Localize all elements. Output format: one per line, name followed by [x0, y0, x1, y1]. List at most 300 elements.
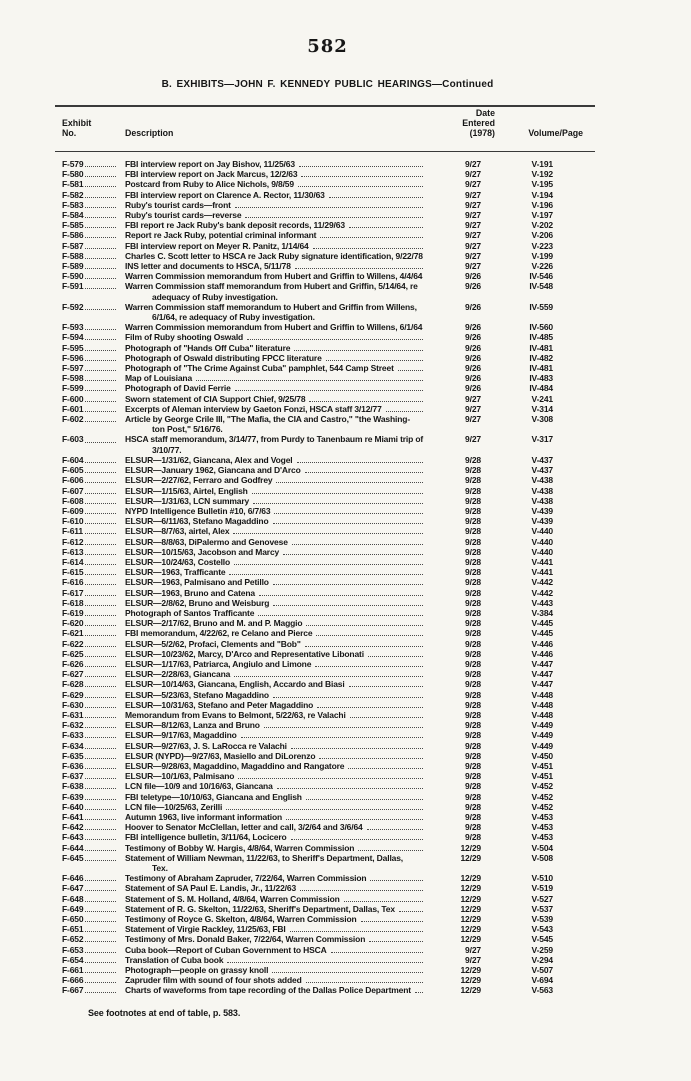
table-row: [62, 373, 593, 383]
table-rows: [62, 159, 593, 996]
date-entered-cell: 9/28: [465, 791, 481, 802]
exhibit-no: F-598: [62, 373, 84, 384]
table-row: [62, 230, 593, 240]
volume-page-cell: IV-483: [529, 373, 553, 384]
description-line: [125, 383, 425, 393]
description-cell: [125, 608, 425, 618]
description-text: ELSUR—5/23/63, Stefano Magaddino: [125, 689, 269, 700]
description-cell: [125, 363, 425, 373]
exhibit-no: F-580: [62, 169, 84, 180]
exhibit-no-cell: [62, 934, 125, 944]
exhibit-no-cell: [62, 496, 125, 506]
volume-page-cell: V-199: [531, 250, 553, 261]
description-cell: [125, 394, 425, 404]
table-row: [62, 781, 593, 791]
table-row: [62, 251, 593, 261]
description-text: Warren Commission memorandum from Hubert and Griffin to Willens, 4/4/64: [125, 271, 423, 282]
exhibit-leader-dots: [85, 992, 116, 993]
volume-page-cell: V-259: [531, 944, 553, 955]
exhibit-no-cell: [62, 455, 125, 465]
exhibit-leader-dots: [85, 921, 116, 922]
exhibit-no-cell: [62, 465, 125, 475]
description-cell: [125, 588, 425, 598]
description-text: ELSUR—2/17/62, Bruno and M. and P. Maggio: [125, 618, 303, 629]
table-row: [62, 383, 593, 393]
leader-dots: [319, 758, 423, 759]
description-cell: [125, 506, 425, 516]
description-cell: [125, 343, 425, 353]
description-text: ELSUR (NYPD)—9/27/63, Masiello and DiLorenzo: [125, 750, 316, 761]
description-line: [125, 537, 425, 547]
exhibit-leader-dots: [85, 503, 116, 504]
exhibit-no-cell: [62, 210, 125, 220]
table-row: [62, 730, 593, 740]
exhibit-no: F-628: [62, 679, 84, 690]
exhibit-no: F-643: [62, 832, 84, 843]
description-line: [125, 945, 425, 955]
volume-page-cell: IV-481: [529, 342, 553, 353]
leader-dots: [320, 237, 423, 238]
exhibit-no: F-599: [62, 383, 84, 394]
volume-page-cell: V-448: [531, 709, 553, 720]
description-cell: [125, 985, 425, 995]
date-entered-cell: 9/26: [465, 352, 481, 363]
table-row: [62, 639, 593, 649]
description-cell: [125, 169, 425, 179]
volume-page-cell: IV-546: [529, 271, 553, 282]
table-row: [62, 985, 593, 995]
leader-dots: [229, 574, 423, 575]
table-row: [62, 761, 593, 771]
description-line: [125, 455, 425, 465]
table-title: B. EXHIBITS—JOHN F. KENNEDY PUBLIC HEARINGS—Continued: [161, 79, 494, 90]
exhibit-no: F-644: [62, 842, 84, 853]
description-line: [125, 475, 425, 485]
exhibit-no-cell: [62, 771, 125, 781]
leader-dots: [273, 697, 423, 698]
date-entered-cell: 9/27: [465, 250, 481, 261]
exhibit-no: F-652: [62, 934, 84, 945]
description-text: ELSUR—1/15/63, Airtel, English: [125, 485, 248, 496]
description-text: ELSUR—1/17/63, Patriarca, Angiulo and Limone: [125, 658, 312, 669]
table-row: [62, 343, 593, 353]
leader-dots: [349, 227, 423, 228]
exhibit-leader-dots: [85, 860, 116, 861]
table-row: [62, 588, 593, 598]
leader-dots: [415, 992, 423, 993]
table-row: [62, 955, 593, 965]
description-line: [125, 210, 425, 220]
description-text: HSCA staff memorandum, 3/14/77, from Purdy to Tanenbaum re Miami trip of: [125, 434, 424, 445]
table-row: [62, 434, 593, 454]
volume-page-cell: V-196: [531, 199, 553, 210]
description-cell: [125, 945, 425, 955]
volume-page-cell: V-438: [531, 475, 553, 486]
leader-dots: [290, 931, 423, 932]
exhibit-no: F-618: [62, 597, 84, 608]
date-entered-cell: 12/29: [460, 934, 481, 945]
exhibit-no: F-601: [62, 403, 84, 414]
exhibit-no-cell: [62, 190, 125, 200]
date-entered-cell: 9/26: [465, 342, 481, 353]
exhibit-no-cell: [62, 230, 125, 240]
volume-page-cell: V-194: [531, 189, 553, 200]
date-entered-cell: 9/28: [465, 567, 481, 578]
date-entered-cell: 9/27: [465, 210, 481, 221]
exhibit-no-cell: [62, 261, 125, 271]
description-line: [125, 843, 425, 853]
description-cell: [125, 812, 425, 822]
description-line: [125, 159, 425, 169]
exhibit-no-cell: [62, 751, 125, 761]
description-cell: [125, 577, 425, 587]
description-line: [125, 302, 425, 312]
description-cell: [125, 383, 425, 393]
exhibit-no: F-639: [62, 791, 84, 802]
leader-dots: [386, 411, 423, 412]
exhibit-leader-dots: [85, 288, 116, 289]
description-cell: [125, 159, 425, 169]
exhibit-leader-dots: [85, 625, 116, 626]
description-cell: [125, 465, 425, 475]
exhibit-no-cell: [62, 802, 125, 812]
description-cell: [125, 741, 425, 751]
description-cell: [125, 537, 425, 547]
description-line: [125, 934, 425, 944]
description-text: Film of Ruby shooting Oswald: [125, 332, 244, 343]
volume-page-cell: IV-481: [529, 363, 553, 374]
volume-page-cell: V-446: [531, 648, 553, 659]
description-line: [125, 169, 425, 179]
exhibit-no: F-603: [62, 434, 84, 445]
description-text: Testimony of Mrs. Donald Baker, 7/22/64, Warren Commission: [125, 934, 366, 945]
exhibit-leader-dots: [85, 421, 116, 422]
exhibit-leader-dots: [85, 523, 116, 524]
column-headers: [62, 108, 593, 138]
leader-dots: [294, 350, 423, 351]
exhibit-no: F-625: [62, 648, 84, 659]
volume-page-cell: V-449: [531, 720, 553, 731]
description-cell: [125, 679, 425, 689]
column-header-exhibit-line2: No.: [62, 128, 77, 138]
description-text: Ruby's tourist cards—front: [125, 199, 231, 210]
description-line: [125, 414, 425, 424]
table-row: [62, 659, 593, 669]
description-text: Photograph of "Hands Off Cuba" literature: [125, 342, 291, 353]
leader-dots: [235, 390, 423, 391]
table-row: [62, 965, 593, 975]
date-entered-cell: 9/28: [465, 669, 481, 680]
leader-dots: [369, 941, 423, 942]
table-row: [62, 200, 593, 210]
date-entered-cell: 12/29: [460, 985, 481, 996]
exhibit-no: F-583: [62, 199, 84, 210]
description-cell: [125, 404, 425, 414]
table-row: [62, 567, 593, 577]
exhibit-no: F-611: [62, 526, 83, 537]
exhibit-no-cell: [62, 383, 125, 393]
exhibit-no-cell: [62, 669, 125, 679]
description-text: ELSUR—9/27/63, J. S. LaRocca re Valachi: [125, 740, 287, 751]
exhibit-leader-dots: [85, 952, 116, 953]
table-row: [62, 975, 593, 985]
description-cell: [125, 373, 425, 383]
description-text: FBI memorandum, 4/22/62, re Celano and Pierce: [125, 628, 313, 639]
volume-page-cell: V-507: [531, 965, 553, 976]
description-text: Memorandum from Evans to Belmont, 5/22/63, re Valachi: [125, 709, 346, 720]
description-line: [125, 598, 425, 608]
exhibit-no: F-586: [62, 230, 84, 241]
date-entered-cell: 9/28: [465, 679, 481, 690]
date-entered-cell: 9/27: [465, 403, 481, 414]
description-line: [125, 710, 425, 720]
description-line: [125, 822, 425, 832]
exhibit-no: F-594: [62, 332, 84, 343]
date-entered-cell: 9/28: [465, 556, 481, 567]
leader-dots: [238, 778, 423, 779]
exhibit-no-cell: [62, 526, 125, 536]
volume-page-cell: V-452: [531, 791, 553, 802]
volume-page-cell: V-448: [531, 699, 553, 710]
description-line: [125, 251, 425, 261]
description-text: ELSUR—8/8/63, DiPalermo and Genovese: [125, 536, 288, 547]
exhibit-no-cell: [62, 353, 125, 363]
table-row: [62, 271, 593, 281]
date-entered-cell: 9/28: [465, 648, 481, 659]
description-cell: [125, 639, 425, 649]
description-line: [125, 363, 425, 373]
date-entered-cell: 9/28: [465, 771, 481, 782]
description-line: [125, 914, 425, 924]
description-text: ELSUR—1963, Trafficante: [125, 567, 226, 578]
leader-dots: [297, 462, 423, 463]
date-entered-cell: 9/28: [465, 577, 481, 588]
exhibit-no-cell: [62, 516, 125, 526]
leader-dots: [316, 635, 423, 636]
description-cell: [125, 822, 425, 832]
description-text: FBI report re Jack Ruby's bank deposit records, 11/29/63: [125, 220, 345, 231]
volume-page-cell: V-438: [531, 485, 553, 496]
leader-dots: [226, 809, 423, 810]
description-text: Statement of SA Paul E. Landis, Jr., 11/22/63: [125, 883, 297, 894]
column-header-date-line2: Entered: [462, 118, 495, 128]
description-text: ELSUR—9/17/63, Magaddino: [125, 730, 237, 741]
leader-dots: [247, 339, 423, 340]
description-text: ELSUR—2/8/62, Bruno and Weisburg: [125, 597, 270, 608]
description-text: Testimony of Bobby W. Hargis, 4/8/64, Warren Commission: [125, 842, 355, 853]
description-line: [125, 628, 425, 638]
volume-page-cell: V-195: [531, 179, 553, 190]
leader-dots: [368, 656, 423, 657]
date-entered-cell: 9/28: [465, 597, 481, 608]
exhibit-no: F-591: [62, 281, 84, 292]
description-cell: [125, 567, 425, 577]
exhibit-leader-dots: [85, 472, 116, 473]
exhibit-leader-dots: [85, 595, 116, 596]
exhibit-no: F-651: [62, 924, 84, 935]
leader-dots: [234, 676, 423, 677]
description-cell: [125, 761, 425, 771]
description-text: Photograph of Oswald distributing FPCC literature: [125, 352, 322, 363]
description-cell: [125, 455, 425, 465]
exhibit-leader-dots: [85, 646, 116, 647]
leader-dots: [331, 952, 423, 953]
description-line: [125, 588, 425, 598]
exhibit-leader-dots: [85, 941, 116, 942]
exhibit-no: F-595: [62, 342, 84, 353]
description-line: [125, 230, 425, 240]
exhibit-no-cell: [62, 577, 125, 587]
exhibit-no: F-615: [62, 567, 84, 578]
table-row: [62, 496, 593, 506]
description-cell: [125, 516, 425, 526]
description-cell: [125, 659, 425, 669]
description-cell: [125, 802, 425, 812]
exhibit-no-cell: [62, 832, 125, 842]
exhibit-leader-dots: [85, 482, 116, 483]
date-entered-cell: 9/27: [465, 434, 481, 445]
description-line: [125, 373, 425, 383]
column-header-exhibit-no: [62, 118, 125, 138]
description-cell: [125, 924, 425, 934]
leader-dots: [348, 768, 423, 769]
leader-dots: [295, 268, 423, 269]
volume-page-cell: V-437: [531, 454, 553, 465]
description-cell: [125, 771, 425, 781]
leader-dots: [264, 727, 423, 728]
exhibit-leader-dots: [85, 901, 116, 902]
exhibit-no-cell: [62, 537, 125, 547]
table-row: [62, 812, 593, 822]
description-line: [125, 639, 425, 649]
exhibit-leader-dots: [85, 829, 116, 830]
column-header-volume-page: Volume/Page: [528, 128, 583, 138]
description-text: ELSUR—8/12/63, Lanza and Bruno: [125, 720, 260, 731]
exhibit-no-cell: [62, 241, 125, 251]
exhibit-no-cell: [62, 220, 125, 230]
description-cell: [125, 934, 425, 944]
description-text: Hoover to Senator McClellan, letter and call, 3/2/64 and 3/6/64: [125, 822, 363, 833]
description-cell: [125, 496, 425, 506]
leader-dots: [326, 360, 423, 361]
leader-dots: [227, 962, 423, 963]
exhibit-leader-dots: [85, 686, 116, 687]
leader-dots: [292, 544, 423, 545]
description-line: [125, 434, 425, 444]
exhibit-no: F-613: [62, 546, 84, 557]
exhibit-no: F-638: [62, 781, 84, 792]
exhibit-no: F-647: [62, 883, 84, 894]
exhibit-leader-dots: [85, 748, 116, 749]
exhibit-no-cell: [62, 404, 125, 414]
volume-page-cell: V-449: [531, 730, 553, 741]
table-row: [62, 690, 593, 700]
table-row: [62, 832, 593, 842]
date-entered-cell: 12/29: [460, 893, 481, 904]
exhibit-no-cell: [62, 322, 125, 332]
description-cell: [125, 649, 425, 659]
exhibit-leader-dots: [85, 809, 116, 810]
description-cell: [125, 628, 425, 638]
volume-page-cell: V-694: [531, 975, 553, 986]
exhibit-no-cell: [62, 883, 125, 893]
leader-dots: [344, 901, 423, 902]
description-cell: [125, 281, 425, 301]
exhibit-no-cell: [62, 761, 125, 771]
exhibit-no: F-617: [62, 587, 84, 598]
exhibit-no: F-622: [62, 638, 84, 649]
volume-page-cell: V-192: [531, 169, 553, 180]
exhibit-leader-dots: [85, 839, 116, 840]
date-entered-cell: 9/27: [465, 159, 481, 169]
exhibit-no: F-632: [62, 720, 84, 731]
date-entered-cell: 12/29: [460, 924, 481, 935]
description-text: Report re Jack Ruby, potential criminal informant: [125, 230, 317, 241]
description-wrap-line: ton Post," 5/16/76.: [152, 424, 223, 435]
description-cell: [125, 241, 425, 251]
leader-dots: [350, 717, 423, 718]
date-entered-cell: 9/27: [465, 169, 481, 180]
exhibit-no: F-610: [62, 516, 84, 527]
leader-dots: [301, 176, 423, 177]
exhibit-no-cell: [62, 363, 125, 373]
table-row: [62, 802, 593, 812]
table-row: [62, 210, 593, 220]
volume-page-cell: V-447: [531, 658, 553, 669]
volume-page-cell: V-206: [531, 230, 553, 241]
description-line: [125, 649, 425, 659]
description-text: Statement of Virgie Rackley, 11/25/63, FBI: [125, 924, 286, 935]
exhibit-leader-dots: [85, 584, 116, 585]
date-entered-cell: 9/28: [465, 699, 481, 710]
date-entered-cell: 9/28: [465, 750, 481, 761]
volume-page-cell: V-223: [531, 240, 553, 251]
description-line: [125, 792, 425, 802]
date-entered-cell: 9/28: [465, 709, 481, 720]
exhibit-leader-dots: [85, 554, 116, 555]
description-line: [125, 720, 425, 730]
exhibit-no-cell: [62, 843, 125, 853]
description-line: [125, 832, 425, 842]
volume-page-cell: V-452: [531, 801, 553, 812]
exhibit-leader-dots: [85, 176, 116, 177]
table-row: [62, 710, 593, 720]
exhibit-no-cell: [62, 506, 125, 516]
exhibit-no: F-627: [62, 669, 84, 680]
table-row: [62, 506, 593, 516]
volume-page-cell: V-202: [531, 220, 553, 231]
volume-page-cell: V-317: [531, 434, 553, 445]
volume-page-cell: V-446: [531, 638, 553, 649]
description-text: Postcard from Ruby to Alice Nichols, 9/8/59: [125, 179, 294, 190]
date-entered-cell: 9/28: [465, 689, 481, 700]
date-entered-cell: 9/27: [465, 954, 481, 965]
description-line: [125, 506, 425, 516]
exhibit-leader-dots: [85, 574, 116, 575]
footnote: See footnotes at end of table, p. 583.: [88, 1008, 241, 1018]
description-line: [125, 690, 425, 700]
description-line: [125, 394, 425, 404]
exhibit-no: F-648: [62, 893, 84, 904]
description-cell: [125, 883, 425, 893]
table-row: [62, 526, 593, 536]
exhibit-no-cell: [62, 822, 125, 832]
exhibit-no: F-626: [62, 658, 84, 669]
date-entered-cell: 9/27: [465, 189, 481, 200]
description-wrap-line: 3/10/77.: [152, 444, 182, 455]
exhibit-no: F-650: [62, 914, 84, 925]
exhibit-no: F-649: [62, 903, 84, 914]
